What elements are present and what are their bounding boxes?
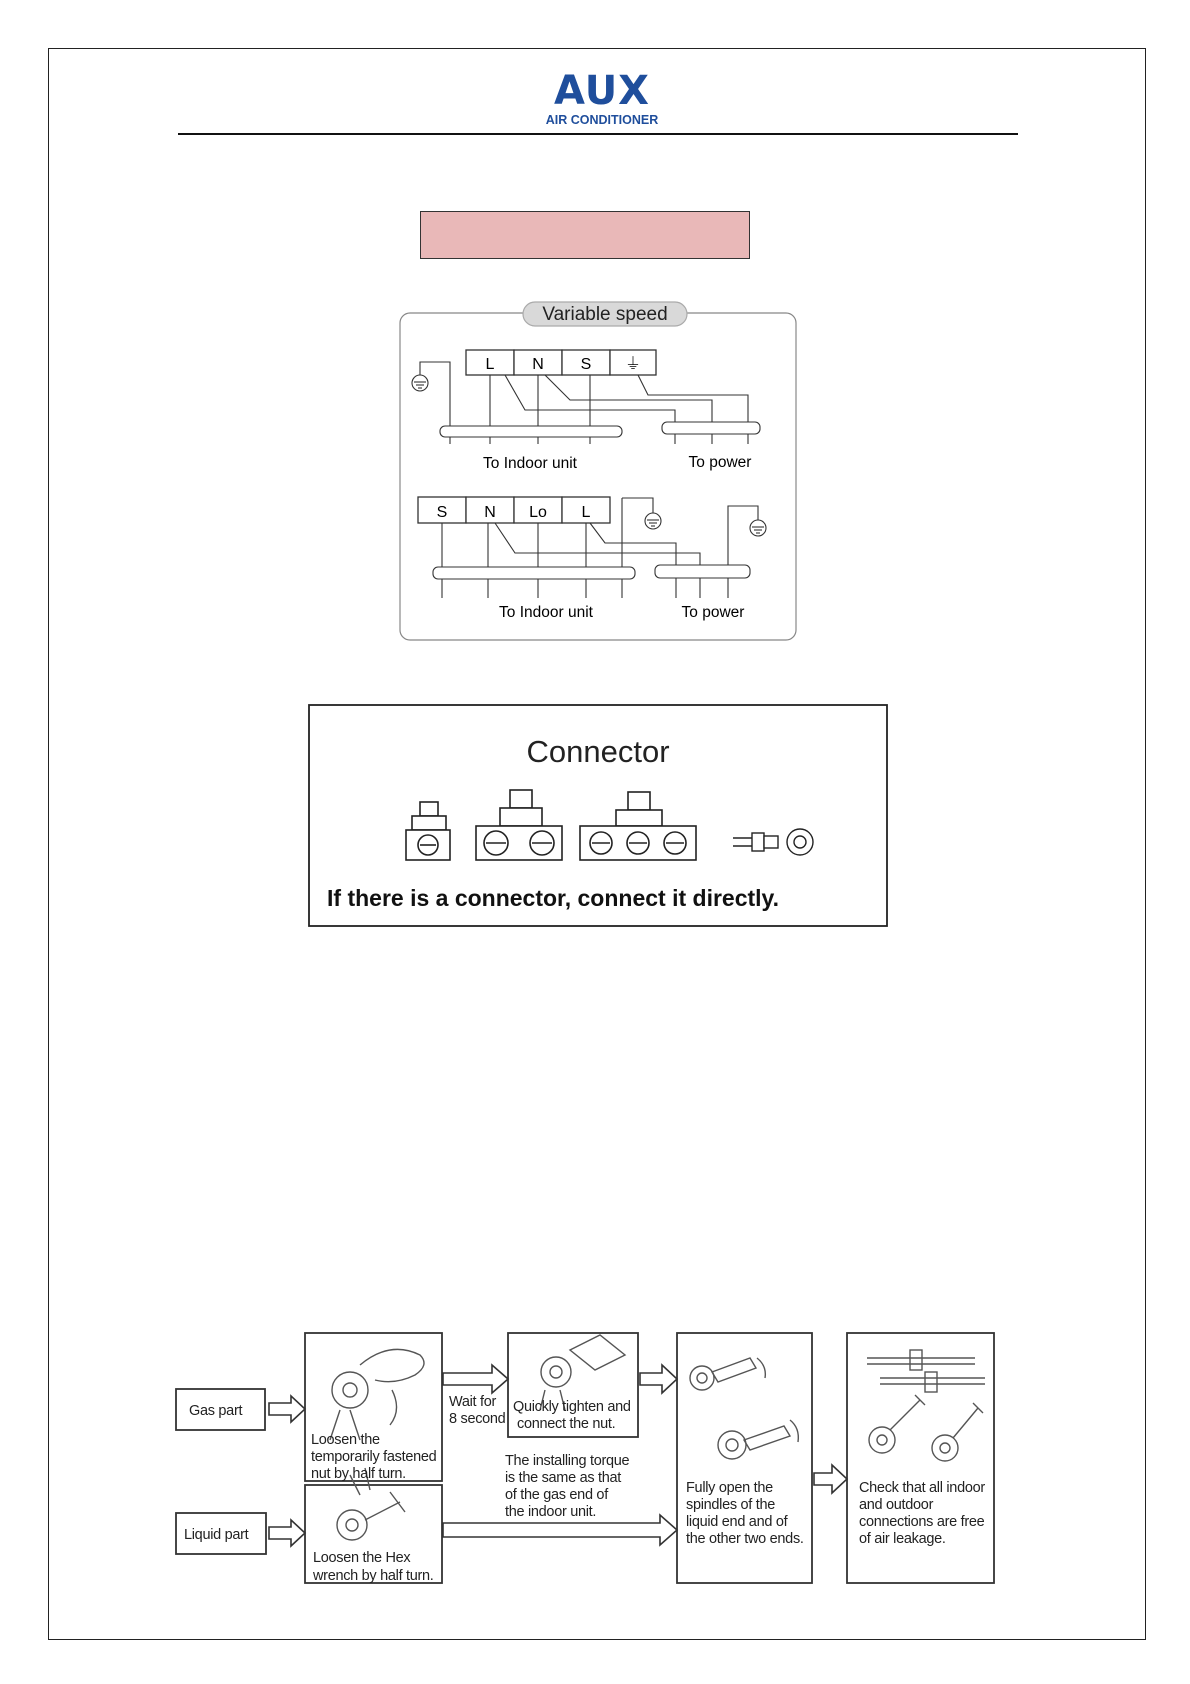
arrow-right-icon <box>269 1396 305 1422</box>
liquid-step1-line: wrench by half turn. <box>313 1568 434 1584</box>
bottom-power-label: To power <box>681 604 745 621</box>
wiring-title: Variable speed <box>542 304 668 325</box>
ground-terminal-label: ⏚ <box>624 356 642 373</box>
connector-title: Connector <box>526 734 670 769</box>
wait-line: Wait for <box>449 1394 497 1410</box>
arrow-right-icon <box>640 1365 677 1393</box>
top-terminal-label: L <box>485 356 495 373</box>
gas-step1-line: nut by half turn. <box>311 1466 406 1482</box>
triple-connector-icon <box>580 792 696 860</box>
bottom-terminal-label: Lo <box>529 504 547 521</box>
gas-step2-line: Quickly tighten and <box>513 1399 631 1415</box>
gas-step1-line: temporarily fastened <box>311 1449 437 1465</box>
top-indoor-label: To Indoor unit <box>483 455 577 472</box>
connector-icons <box>406 790 813 860</box>
bottom-terminal-label: N <box>484 504 496 521</box>
torque-note-line: of the gas end of <box>505 1487 608 1503</box>
top-terminal-label: S <box>580 356 592 373</box>
torque-note-line: The installing torque <box>505 1453 630 1469</box>
ground-symbol-icon <box>750 520 766 536</box>
top-terminal-label: N <box>532 356 544 373</box>
check-step-line: and outdoor <box>859 1497 934 1513</box>
check-step-line: connections are free <box>859 1514 985 1530</box>
bottom-indoor-label: To Indoor unit <box>499 604 593 621</box>
brand-tagline: AIR CONDITIONER <box>545 113 659 127</box>
double-connector-icon <box>476 790 562 860</box>
arrow-right-icon <box>814 1465 847 1493</box>
open-step-line: liquid end and of <box>686 1514 788 1530</box>
arrow-right-icon <box>269 1520 305 1546</box>
liquid-part-label: Liquid part <box>184 1527 249 1543</box>
open-step-line: the other two ends. <box>686 1531 804 1547</box>
torque-note-line: the indoor unit. <box>505 1504 597 1520</box>
check-step-line: of air leakage. <box>859 1531 946 1547</box>
open-step-line: spindles of the <box>686 1497 776 1513</box>
gas-step2-line: connect the nut. <box>517 1416 616 1432</box>
bottom-terminal-label: L <box>581 504 591 521</box>
ground-symbol-icon <box>645 513 661 529</box>
bottom-terminal-label: S <box>436 504 448 521</box>
wait-line: 8 second <box>449 1411 506 1427</box>
gas-part-label: Gas part <box>189 1403 243 1419</box>
open-step-line: Fully open the <box>686 1480 773 1496</box>
connector-note: If there is a connector, connect it directly. <box>327 885 780 911</box>
ground-symbol-icon <box>412 375 428 391</box>
brand-name: AUX <box>553 68 651 114</box>
check-step-line: Check that all indoor <box>859 1480 985 1496</box>
single-connector-icon <box>406 802 450 860</box>
gas-step1-line: Loosen the <box>311 1432 380 1448</box>
top-power-label: To power <box>688 454 752 471</box>
liquid-step1-line: Loosen the Hex <box>313 1550 411 1566</box>
ring-terminal-icon <box>733 829 813 855</box>
arrow-right-icon <box>443 1365 508 1393</box>
torque-note-line: is the same as that <box>505 1470 621 1486</box>
